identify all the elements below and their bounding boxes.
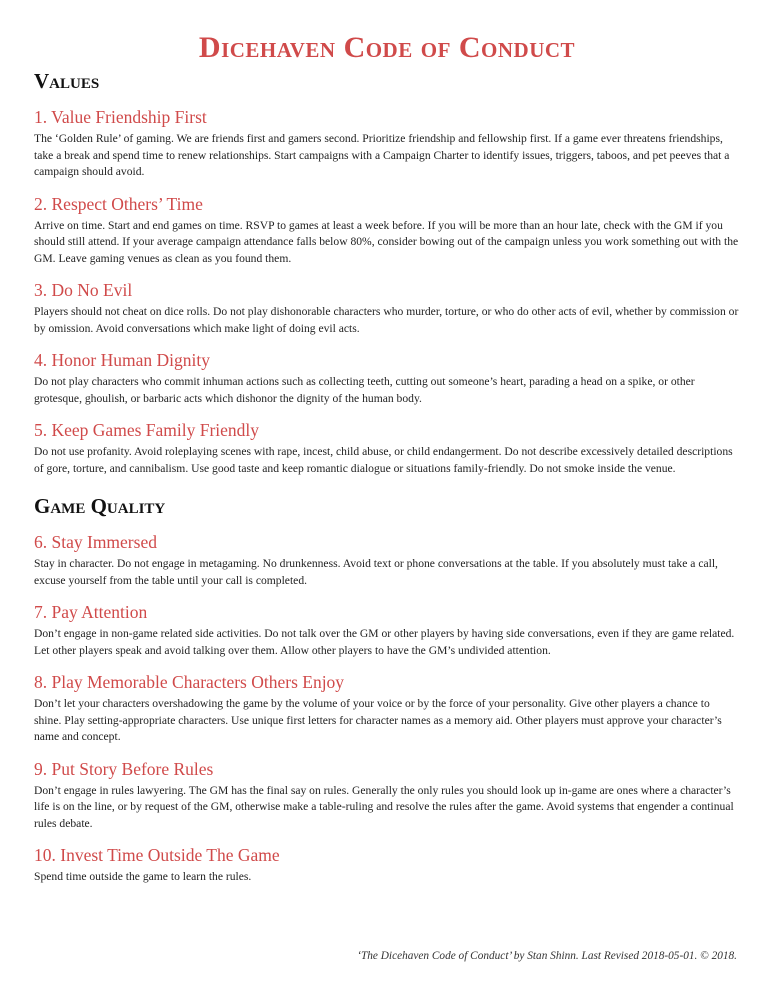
rule-body: Spend time outside the game to learn the rules. [34,870,252,883]
rule-item [34,279,740,337]
rule-item [34,349,740,407]
rule-title: 2. Respect Others’ Time [34,193,203,214]
rule-item [34,601,740,659]
rule-body: Don’t let your characters overshadowing the game by the volume of your voice or by the force of your personality. Give other players a chance to shine. Play setting-appropriate characters. Use unique first letters for character names as a memory aid. Other players must approve your character’s name and concept. [34,697,722,743]
rule-body: Arrive on time. Start and end games on time. RSVP to games at least a week before. If you will be more than an hour late, check with the GM if you should still attend. If your average campaign attendance falls below 80%, consider bowing out of the campaign unless you work something out with the GM. Leave gaming venues as clean as you found them. [34,218,739,265]
document-title: Dicehaven Code of Conduct [198,31,576,64]
footer-credit: ‘The Dicehaven Code of Conduct’ by Stan Shinn. Last Revised 2018-05-01. © 2018. [357,950,737,962]
rule-title: 9. Put Story Before Rules [34,758,214,779]
rule-title: 3. Do No Evil [34,280,133,300]
rule-body: The ‘Golden Rule’ of gaming. We are friends first and gamers second. Prioritize friendship and fellowship first. If a game ever threatens friendships, take a break and spend time to renew relationships. Start campaigns with a Campaign Charter to identify issues, triggers, taboos, and pet peeves that a campaign should avoid. [34,132,730,178]
rule-title: 6. Stay Immersed [34,532,157,552]
rule-item [34,193,740,268]
rule-title: 1. Value Friendship First [34,107,207,127]
rule-body: Players should not cheat on dice rolls. Do not play dishonorable characters who murder, torture, or who do other acts of evil, whether by commission or by omission. Avoid conversations which make light of doing evil acts. [34,305,739,335]
rule-body: Don’t engage in non-game related side activities. Do not talk over the GM or other players by having side conversations, even if they are game related. Let other players speak and avoid talking over them. Allow other players to have the GM’s undivided attention. [34,627,735,657]
section-heading-values: Values [34,69,100,93]
rule-body: Don’t engage in rules lawyering. The GM has the final say on rules. Generally the only rules you should look up in-game are ones where a character’s life is on the line, or by request of the GM, otherwise make a table-ruling and resolve the rules after the game. Avoid systems that engender a continual rules debate. [34,783,734,830]
rule-body: Do not play characters who commit inhuman actions such as collecting teeth, cutting out someone’s heart, parading a head on a spike, or other grotesque, ghoulish, or barbaric acts which dishonor the dignity of the human body. [34,375,695,405]
rule-item [34,419,740,477]
rule-item [34,106,740,181]
rule-title: 5. Keep Games Family Friendly [34,420,260,440]
rule-item [34,671,740,746]
rule-title: 8. Play Memorable Characters Others Enjoy [34,672,345,692]
rule-title: 10. Invest Time Outside The Game [34,845,280,865]
rule-title: 4. Honor Human Dignity [34,350,210,370]
section-heading-game-quality: Game Quality [34,494,166,518]
rule-item [34,758,740,833]
document [34,30,740,886]
rule-item [34,531,740,589]
rule-body: Stay in character. Do not engage in metagaming. No drunkenness. Avoid text or phone conversations at the table. If you absolutely must take a call, excuse yourself from the table until your call is completed. [34,557,718,587]
rule-item [34,844,740,886]
rule-title: 7. Pay Attention [34,602,148,622]
rule-body: Do not use profanity. Avoid roleplaying scenes with rape, incest, child abuse, or child endangerment. Do not describe excessively detailed descriptions of gore, torture, and cannibalism. Use good taste and keep romantic dialogue or situations family-friendly. Do not smoke inside the venue. [34,445,733,475]
